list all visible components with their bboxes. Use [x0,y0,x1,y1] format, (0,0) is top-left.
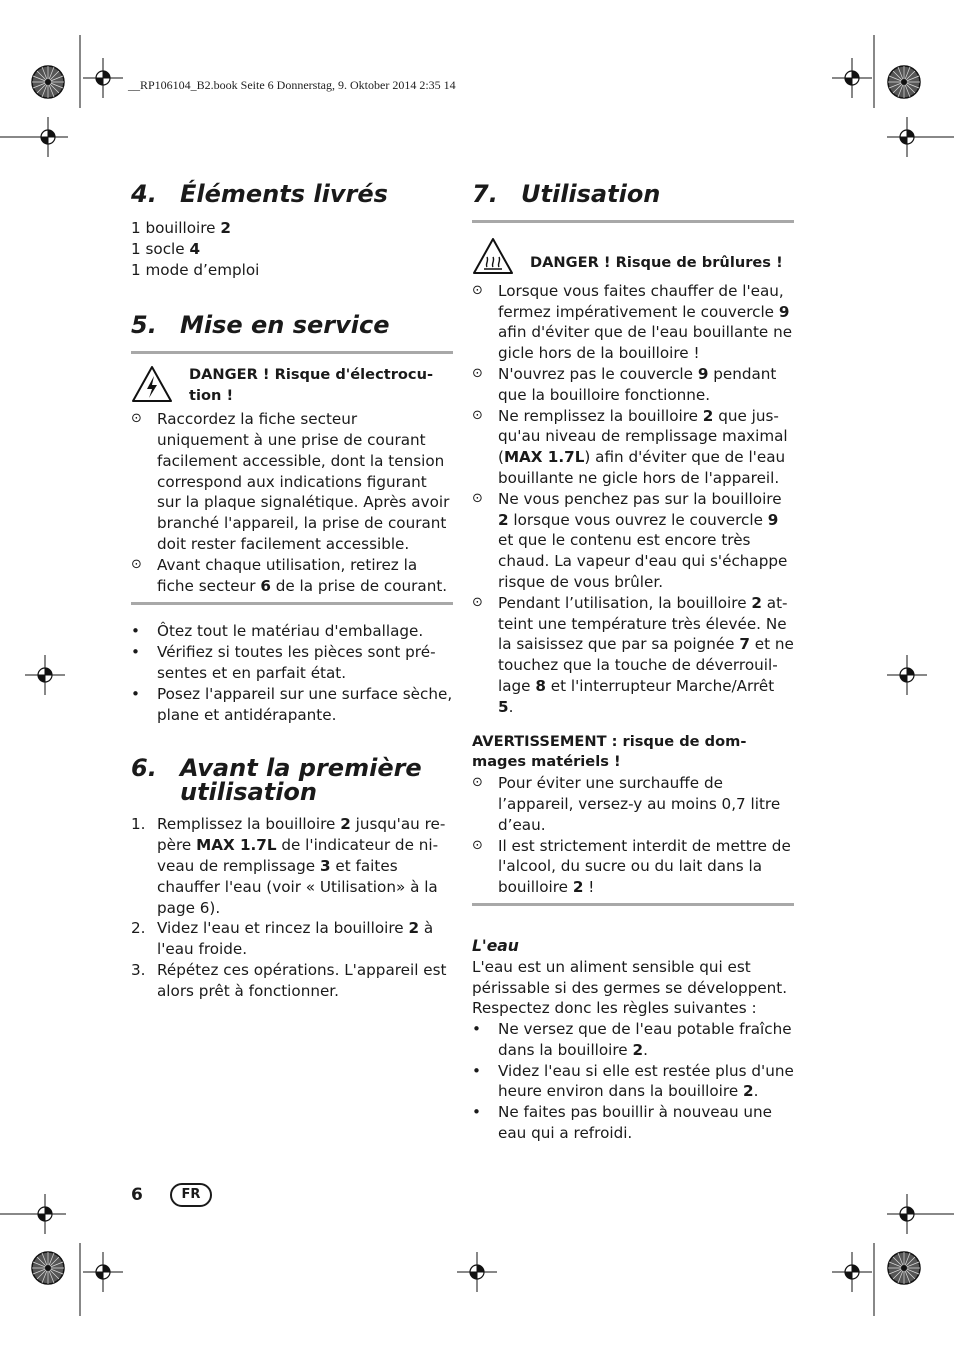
divider [472,220,794,223]
page-number: 6 [131,1185,143,1205]
water-paragraph: L'eau est un aliment sensible qui est périssable si des germes se développent. Respectez donc les règles suivantes : [472,957,788,1018]
circle-bullet-icon: ⊙ [131,556,142,572]
left-column [131,182,453,1002]
circle-bullet-icon: ⊙ [472,837,483,853]
danger-electrocution-text: DANGER ! Risque d'électrocution ! [189,366,434,405]
circle-bullet-icon: ⊙ [472,594,483,610]
circle-bullet-icon: ⊙ [131,411,142,427]
print-header: __RP106104_B2.book Seite 6 Donnerstag, 9. Oktober 2014 2:35 14 [128,78,456,92]
list-item: • Ne faites pas bouillir à nouveau une eau qui a refroidi. [472,1103,773,1143]
circle-bullet-icon: ⊙ [472,365,483,381]
section-4-heading: 4. Éléments livrés [131,180,388,208]
delivery-item: 1 bouilloire 2 [131,219,231,237]
instruction-item: ⊙ Pour éviter une surchauffe de l’appareil, versez-y au moins 0,7 litre d’eau. [472,774,781,834]
divider [131,351,453,354]
high-voltage-warning-icon [131,365,189,409]
water-subheading: L'eau [472,936,519,955]
list-item: • Vérifiez si toutes les pièces sont présentes et en parfait état. [131,643,436,682]
step-item: 2. Videz l'eau et rincez la bouilloire 2 à l'eau froide. [131,919,434,959]
step-item: 3. Répétez ces opérations. L'appareil est alors prêt à fonctionner. [131,960,447,1000]
section-6-heading: 6. Avant la première utilisation [131,754,422,807]
circle-bullet-icon: ⊙ [472,282,483,298]
instruction-item: ⊙ N'ouvrez pas le couvercle 9 pendant que la bouilloire fonctionne. [472,364,777,404]
delivery-item: 1 socle 4 [131,239,201,258]
list-item: • Ôtez tout le matériau d'emballage. [131,622,424,641]
instruction-item: ⊙ Il est strictement interdit de mettre de l'alcool, du sucre ou du lait dans la bouilloire 2 ! [472,836,791,897]
burn-danger-box [472,237,794,281]
instruction-item: ⊙ Lorsque vous faites chauffer de l'eau, fermez impérativement le couvercle 9 afin d'éviter que de l'eau bouillante ne gicle hors de la bouilloire ! [472,281,793,363]
language-badge: FR [170,1183,212,1207]
list-item: • Posez l'appareil sur une surface sèche, plane et antidérapante. [131,684,453,724]
divider [131,602,453,605]
electric-danger-box [131,365,453,409]
instruction-item: ⊙ Ne vous penchez pas sur la bouilloire 2 lorsque vous ouvrez le couvercle 9 et que le contenu est encore très chaud. La vapeur d'eau qui s'échappe risque de vous brûler. [472,489,788,591]
circle-bullet-icon: ⊙ [472,775,483,791]
preparation-list [131,621,453,725]
delivery-list [131,218,453,280]
steps-list [131,814,453,1001]
warning-material-damage: AVERTISSEMENT : risque de dommages matériels ! [472,732,747,771]
circle-bullet-icon: ⊙ [472,407,483,423]
instruction-item: ⊙ Avant chaque utilisation, retirez la fiche secteur 6 de la prise de courant. [131,555,448,595]
right-column [472,182,794,1144]
danger-burn-text: DANGER ! Risque de brûlures ! [530,254,783,271]
instruction-item: ⊙ Pendant l’utilisation, la bouilloire 2 atteint une température très élevée. Ne la saisissez que par sa poignée 7 et ne touchez que la touche de déverrouillage 8 et l'interrupteur Marche/Arrêt 5. [472,593,794,716]
circle-bullet-icon: ⊙ [472,490,483,506]
section-5-heading: 5. Mise en service [131,311,390,340]
list-item: • Ne versez que de l'eau potable fraîche dans la bouilloire 2. [472,1020,792,1059]
step-item: 1. Remplissez la bouilloire 2 jusqu'au repère MAX 1.7L de l'indicateur de niveau de remplissage 3 et faites chauffer l'eau (voir « Utilisation» à la page 6). [131,815,446,917]
delivery-item: 1 mode d’emploi [131,260,260,279]
list-item: • Videz l'eau si elle est restée plus d'une heure environ dans la bouilloire 2. [472,1061,794,1101]
divider [472,903,794,906]
instruction-item: ⊙ Raccordez la fiche secteur uniquement à une prise de courant facilement accessible, dont la tension correspond aux indications figurant sur la plaque signalétique. Après avoir branché l'appareil, la prise de courant doit rester facilement accessible. [131,410,450,553]
hot-surface-warning-icon [472,237,530,281]
section-7-heading: 7. Utilisation [472,180,661,208]
instruction-item: ⊙ Ne remplissez la bouilloire 2 que jusqu'au niveau de remplissage maximal (MAX 1.7L) afin d'éviter que de l'eau bouillante ne gicle hors de l'appareil. [472,406,788,487]
